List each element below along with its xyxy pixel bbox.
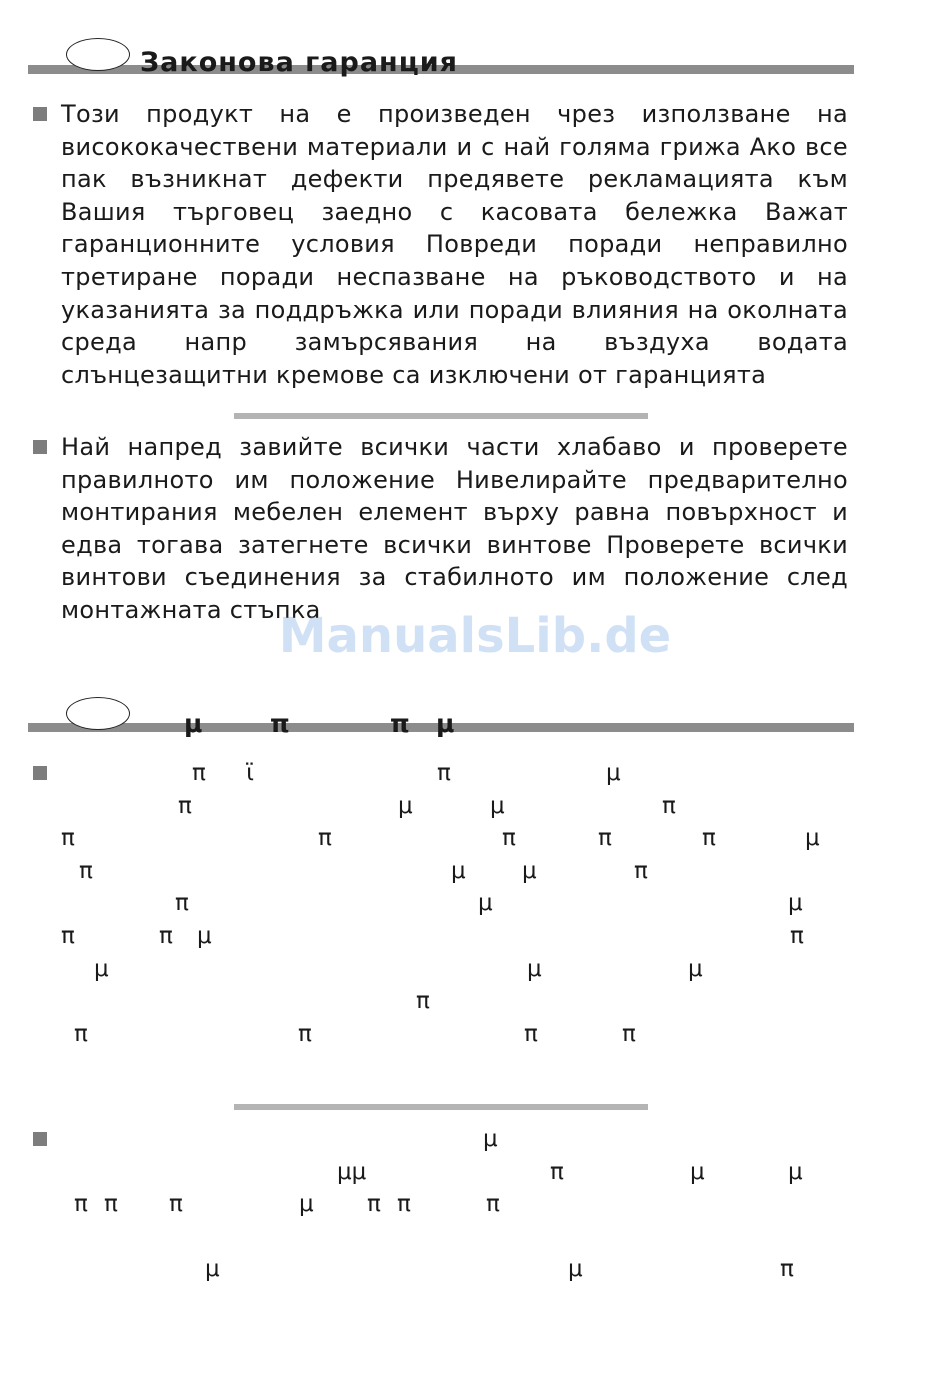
glyph: π: [598, 825, 612, 851]
section-title: Законова гаранция: [140, 47, 458, 78]
separator-line: [234, 1104, 648, 1110]
glyph: π: [318, 825, 332, 851]
glyph: π: [780, 1256, 794, 1282]
language-flag-oval: [66, 697, 130, 730]
glyph: π: [486, 1191, 500, 1217]
glyph: π: [367, 1191, 381, 1217]
glyph: μ: [522, 858, 537, 884]
glyph: μ: [483, 1126, 498, 1152]
glyph: π: [169, 1191, 183, 1217]
glyph: π: [74, 1021, 88, 1047]
bullet-square: [33, 107, 47, 121]
title-glyph: π: [390, 709, 410, 738]
glyph: π: [397, 1191, 411, 1217]
glyph: π: [104, 1191, 118, 1217]
glyph: π: [437, 760, 451, 786]
glyph: π: [634, 858, 648, 884]
glyph: μ: [94, 956, 109, 982]
glyph: μ: [690, 1159, 705, 1185]
glyph: π: [702, 825, 716, 851]
glyph: μ: [688, 956, 703, 982]
warranty-paragraph: Този продукт на е произведен чрез използване на висококачествени материали и с най голяма грижа Ако все пак възникнат дефекти предявете рекламацията към Вашия търговец заедно с касовата бележка Важат гаранционните условия Повреди поради неправилно третиране поради неспазване на ръководството и на указанията за поддръжка или поради влияния на околната среда напр замърсявания на въздуха водата слънцезащитни кремове са изключени от гаранцията: [61, 100, 848, 389]
watermark: ManualsLib.de: [278, 608, 672, 664]
glyph: μ: [788, 1159, 803, 1185]
glyph: π: [790, 923, 804, 949]
glyph: μ: [398, 793, 413, 819]
glyph: μμ: [337, 1159, 367, 1185]
glyph: π: [79, 858, 93, 884]
glyph: π: [622, 1021, 636, 1047]
glyph: π: [524, 1021, 538, 1047]
glyph: μ: [805, 825, 820, 851]
glyph: μ: [478, 890, 493, 916]
title-glyph: π: [270, 709, 290, 738]
glyph: π: [502, 825, 516, 851]
glyph: π: [192, 760, 206, 786]
glyph: μ: [568, 1256, 583, 1282]
glyph: μ: [490, 793, 505, 819]
title-glyph: μ: [184, 709, 203, 738]
glyph: π: [662, 793, 676, 819]
glyph: ϊ: [246, 760, 254, 786]
glyph: μ: [527, 956, 542, 982]
glyph: μ: [205, 1256, 220, 1282]
bullet-square: [33, 766, 47, 780]
bullet-square: [33, 1132, 47, 1146]
glyph: π: [178, 793, 192, 819]
title-glyph: μ: [436, 709, 455, 738]
separator-line: [234, 413, 648, 419]
language-flag-oval: [66, 38, 130, 71]
glyph: π: [298, 1021, 312, 1047]
assembly-paragraph: Най напред завийте всички части хлабаво и проверете правилното им положение Нивелирайте предварително монтирания мебелен елемент върху равна повърхност и едва тогава затегнете всички винтове Проверете всички винтови съединения за стабилното им положение след монтажната стъпка: [61, 433, 848, 624]
glyph: π: [416, 988, 430, 1014]
glyph: π: [175, 890, 189, 916]
glyph: μ: [451, 858, 466, 884]
glyph: μ: [299, 1191, 314, 1217]
glyph: μ: [197, 923, 212, 949]
glyph: π: [61, 825, 75, 851]
glyph: μ: [606, 760, 621, 786]
bullet-square: [33, 440, 47, 454]
glyph: π: [61, 923, 75, 949]
glyph: μ: [788, 890, 803, 916]
glyph: π: [159, 923, 173, 949]
glyph: π: [550, 1159, 564, 1185]
glyph: π: [74, 1191, 88, 1217]
